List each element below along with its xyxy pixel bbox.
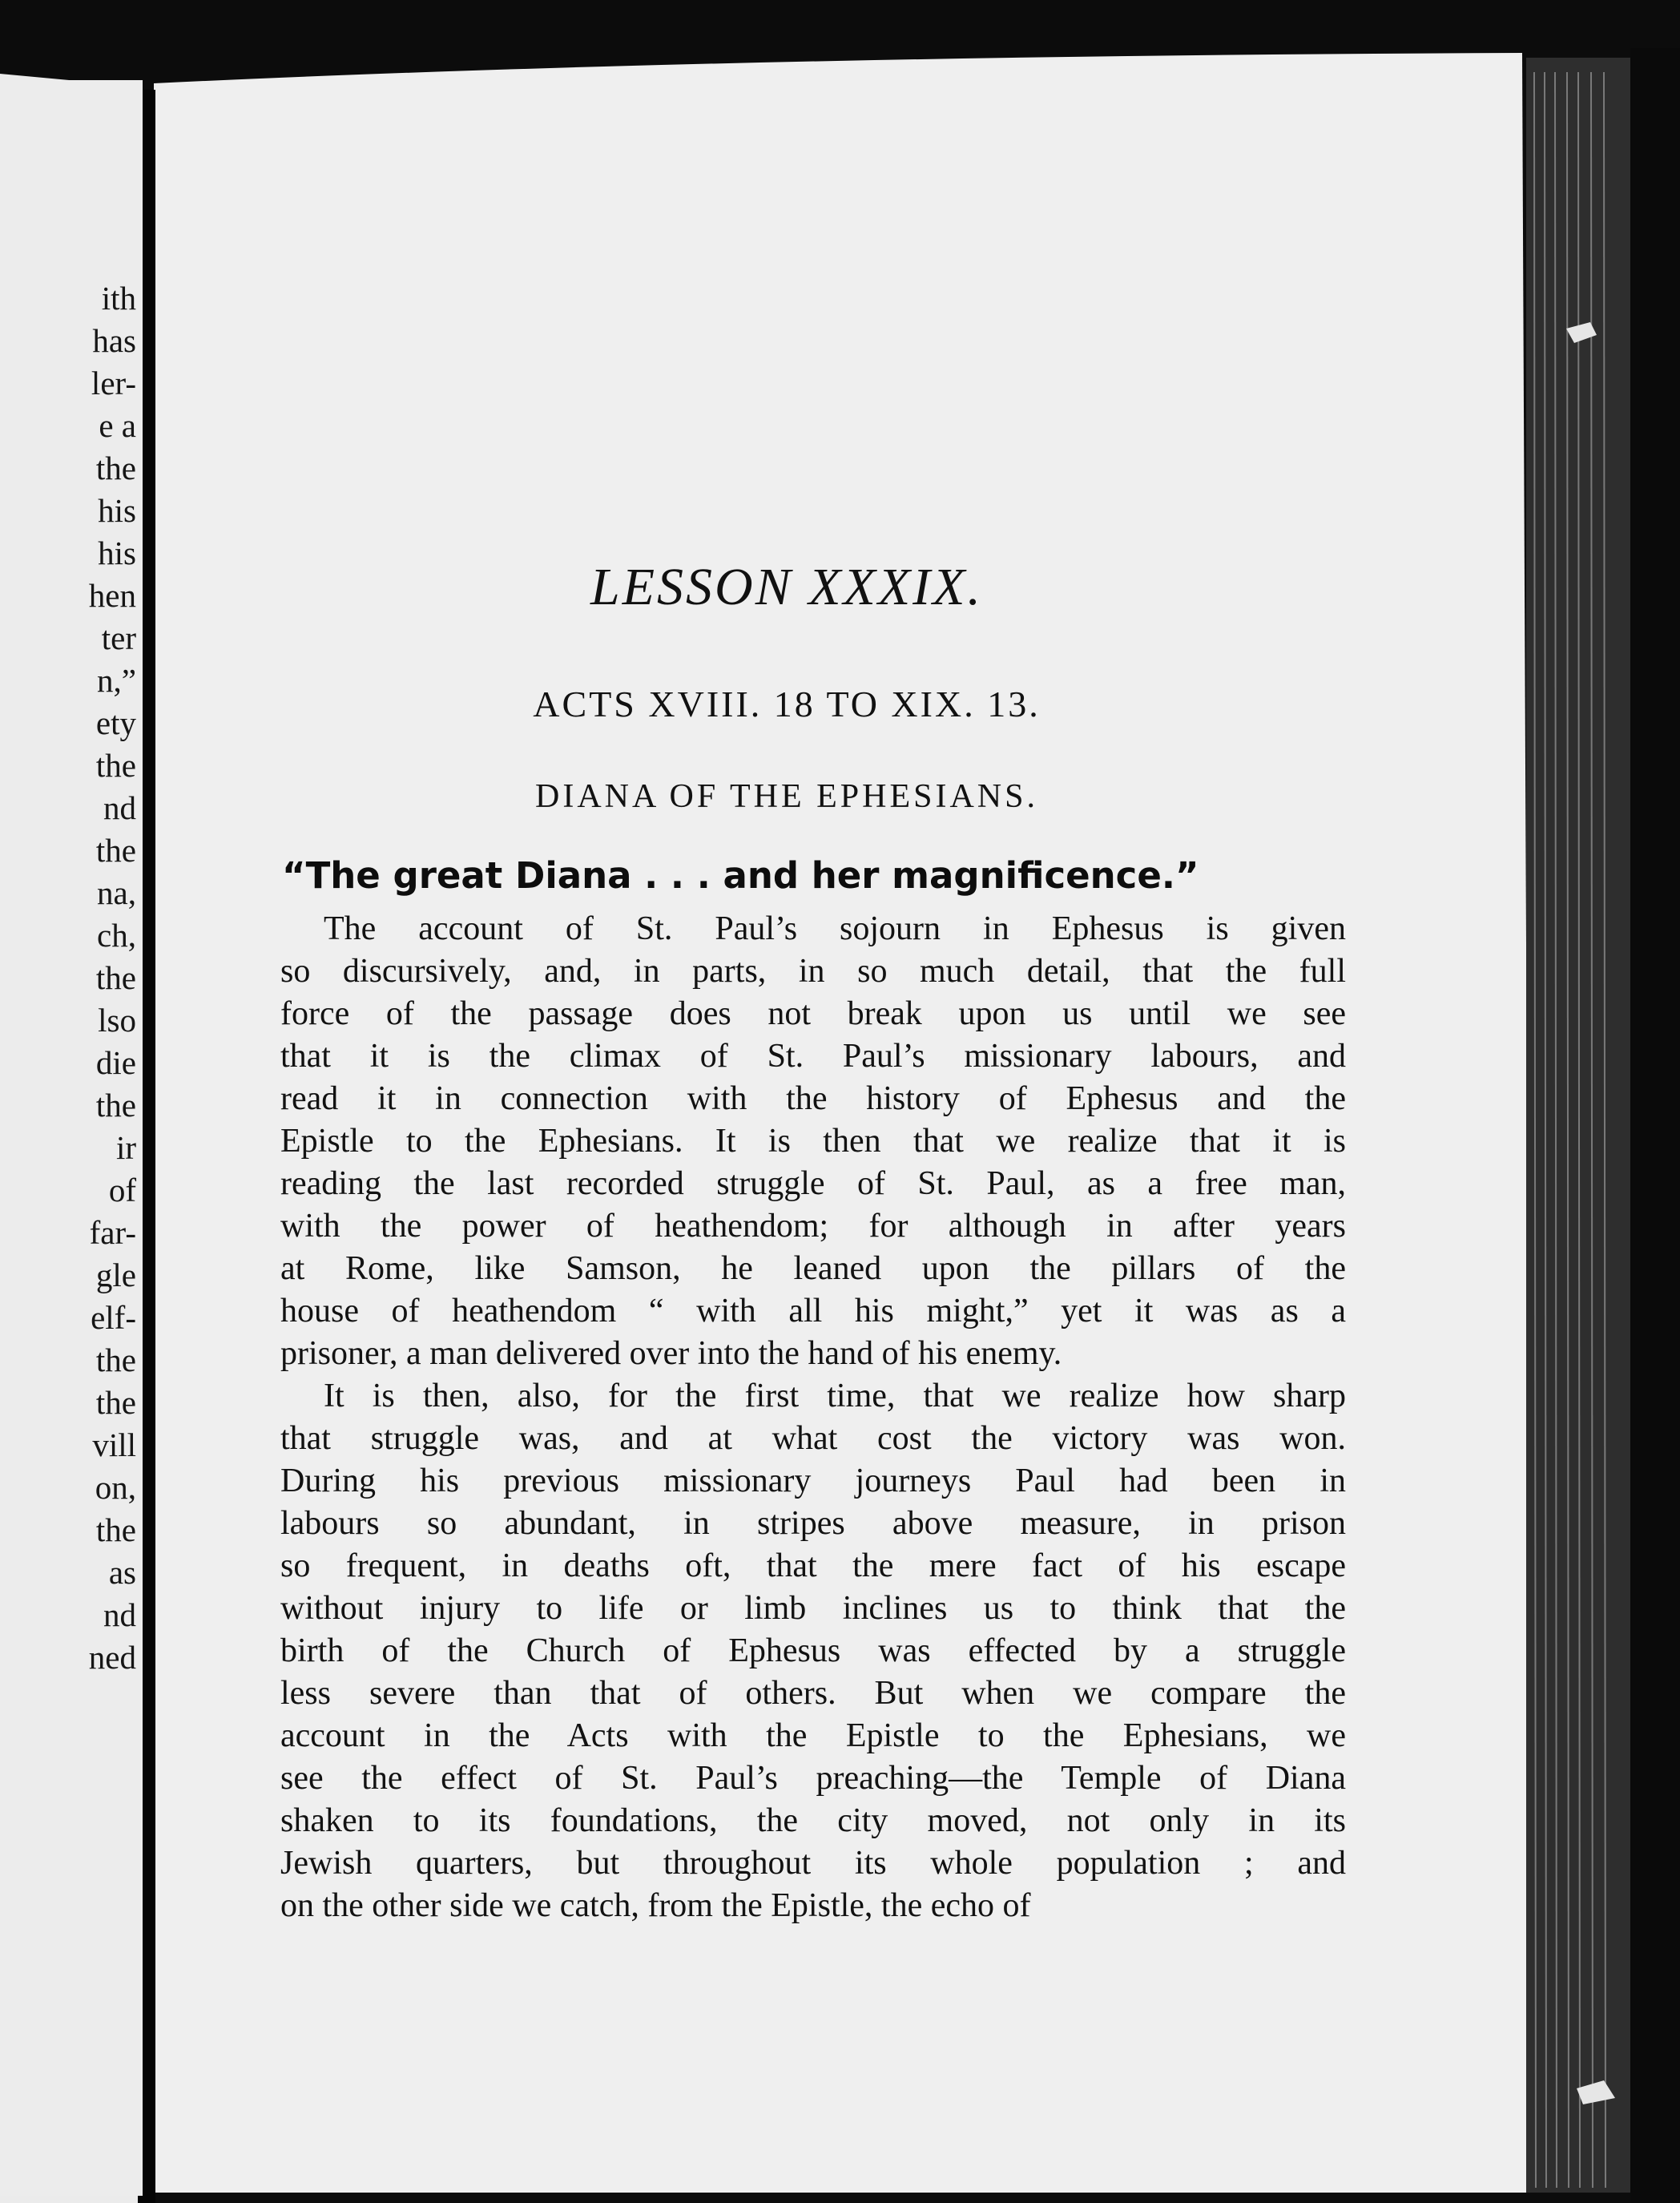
text-line: see the effect of St. Paul’s preaching—the Temple of Diana <box>280 1760 1346 1797</box>
text-line: with the power of heathendom; for although in after years <box>280 1208 1346 1245</box>
left-page-fragment: his <box>98 492 136 529</box>
text-line: so discursively, and, in parts, in so much detail, that the full <box>280 953 1346 990</box>
text-line: so frequent, in deaths oft, that the mere fact of his escape <box>280 1547 1346 1584</box>
left-page-fragment: elf- <box>91 1299 136 1336</box>
text-line: reading the last recorded struggle of St. Paul, as a free man, <box>280 1165 1346 1202</box>
text-line: that struggle was, and at what cost the victory was won. <box>280 1420 1346 1457</box>
left-page-fragment: the <box>95 832 136 869</box>
text-line: house of heathendom “ with all his might,” yet it was as a <box>280 1293 1346 1329</box>
paragraph-1 <box>280 908 1346 1375</box>
text-line: without injury to life or limb inclines us to think that the <box>280 1590 1346 1627</box>
left-page-fragment: ith <box>101 280 136 317</box>
left-page-fragment: the <box>95 1342 136 1378</box>
left-page-text-fragments <box>89 277 136 1679</box>
text-line: read it in connection with the history of Ephesus and the <box>280 1080 1346 1117</box>
left-page-fragment: gle <box>95 1257 136 1293</box>
lesson-title: LESSON XXXIX. <box>590 558 983 616</box>
left-page-fragment: nd <box>103 789 136 826</box>
left-page-fragment: of <box>108 1172 136 1208</box>
left-page-fragment: the <box>95 747 136 784</box>
left-page-fragment: na, <box>97 874 136 911</box>
text-line: account in the Acts with the Epistle to the Ephesians, we <box>280 1717 1346 1754</box>
text-line: that it is the climax of St. Paul’s missionary labours, and <box>280 1038 1346 1075</box>
left-page-fragment: hen <box>88 577 136 614</box>
left-page-fragment: ler- <box>91 365 136 401</box>
left-page-fragment: ch, <box>97 917 136 954</box>
text-line: It is then, also, for the first time, that we realize how sharp <box>324 1378 1346 1414</box>
section-title: DIANA OF THE EPHESIANS. <box>535 778 1038 815</box>
left-page-fragment: lso <box>98 1002 136 1039</box>
text-line: at Rome, like Samson, he leaned upon the pillars of the <box>280 1250 1346 1287</box>
left-page-fragment: the <box>95 1511 136 1548</box>
text-line: Epistle to the Ephesians. It is then that we realize that it is <box>280 1123 1346 1160</box>
left-page-fragment: the <box>95 450 136 486</box>
paragraph-2 <box>280 1375 1346 1927</box>
text-line: force of the passage does not break upon us until we see <box>280 995 1346 1032</box>
left-page-fragment: n,” <box>97 662 136 699</box>
left-page-fragment: ter <box>101 619 136 656</box>
text-line: During his previous missionary journeys Paul had been in <box>280 1463 1346 1499</box>
left-page-fragment: the <box>95 959 136 996</box>
epigraph-quote: “The great Diana . . . and her magnificence.” <box>282 854 1199 897</box>
text-line: less severe than that of others. But when we compare the <box>280 1675 1346 1712</box>
text-line: on the other side we catch, from the Epistle, the echo of <box>280 1887 1031 1924</box>
left-page-fragment: ned <box>88 1639 136 1676</box>
text-line: prisoner, a man delivered over into the hand of his enemy. <box>280 1335 1062 1372</box>
left-page-fragment: the <box>95 1384 136 1421</box>
body-text <box>280 908 1346 1927</box>
left-page-fragment: die <box>95 1044 136 1081</box>
left-page-fragment: the <box>95 1087 136 1124</box>
text-line: The account of St. Paul’s sojourn in Ephesus is given <box>324 910 1346 947</box>
left-page-fragment: on, <box>95 1469 136 1506</box>
left-page-fragment: as <box>108 1554 136 1591</box>
left-page-fragment: far- <box>89 1214 136 1251</box>
text-line: labours so abundant, in stripes above measure, in prison <box>280 1505 1346 1542</box>
left-page-fragment: his <box>98 535 136 571</box>
left-page-fragment: ir <box>115 1129 136 1166</box>
text-line: Jewish quarters, but throughout its whole population ; and <box>280 1845 1346 1882</box>
text-line: shaken to its foundations, the city moved, not only in its <box>280 1802 1346 1839</box>
left-page-fragment: nd <box>103 1596 136 1633</box>
scripture-reference: ACTS XVIII. 18 TO XIX. 13. <box>533 684 1041 724</box>
left-page-fragment: ety <box>95 704 136 741</box>
left-page-fragment: e a <box>99 407 136 444</box>
left-page <box>0 80 143 2196</box>
left-page-fragment: has <box>92 322 136 359</box>
text-line: birth of the Church of Ephesus was effected by a struggle <box>280 1632 1346 1669</box>
left-page-fragment: vill <box>92 1426 136 1463</box>
